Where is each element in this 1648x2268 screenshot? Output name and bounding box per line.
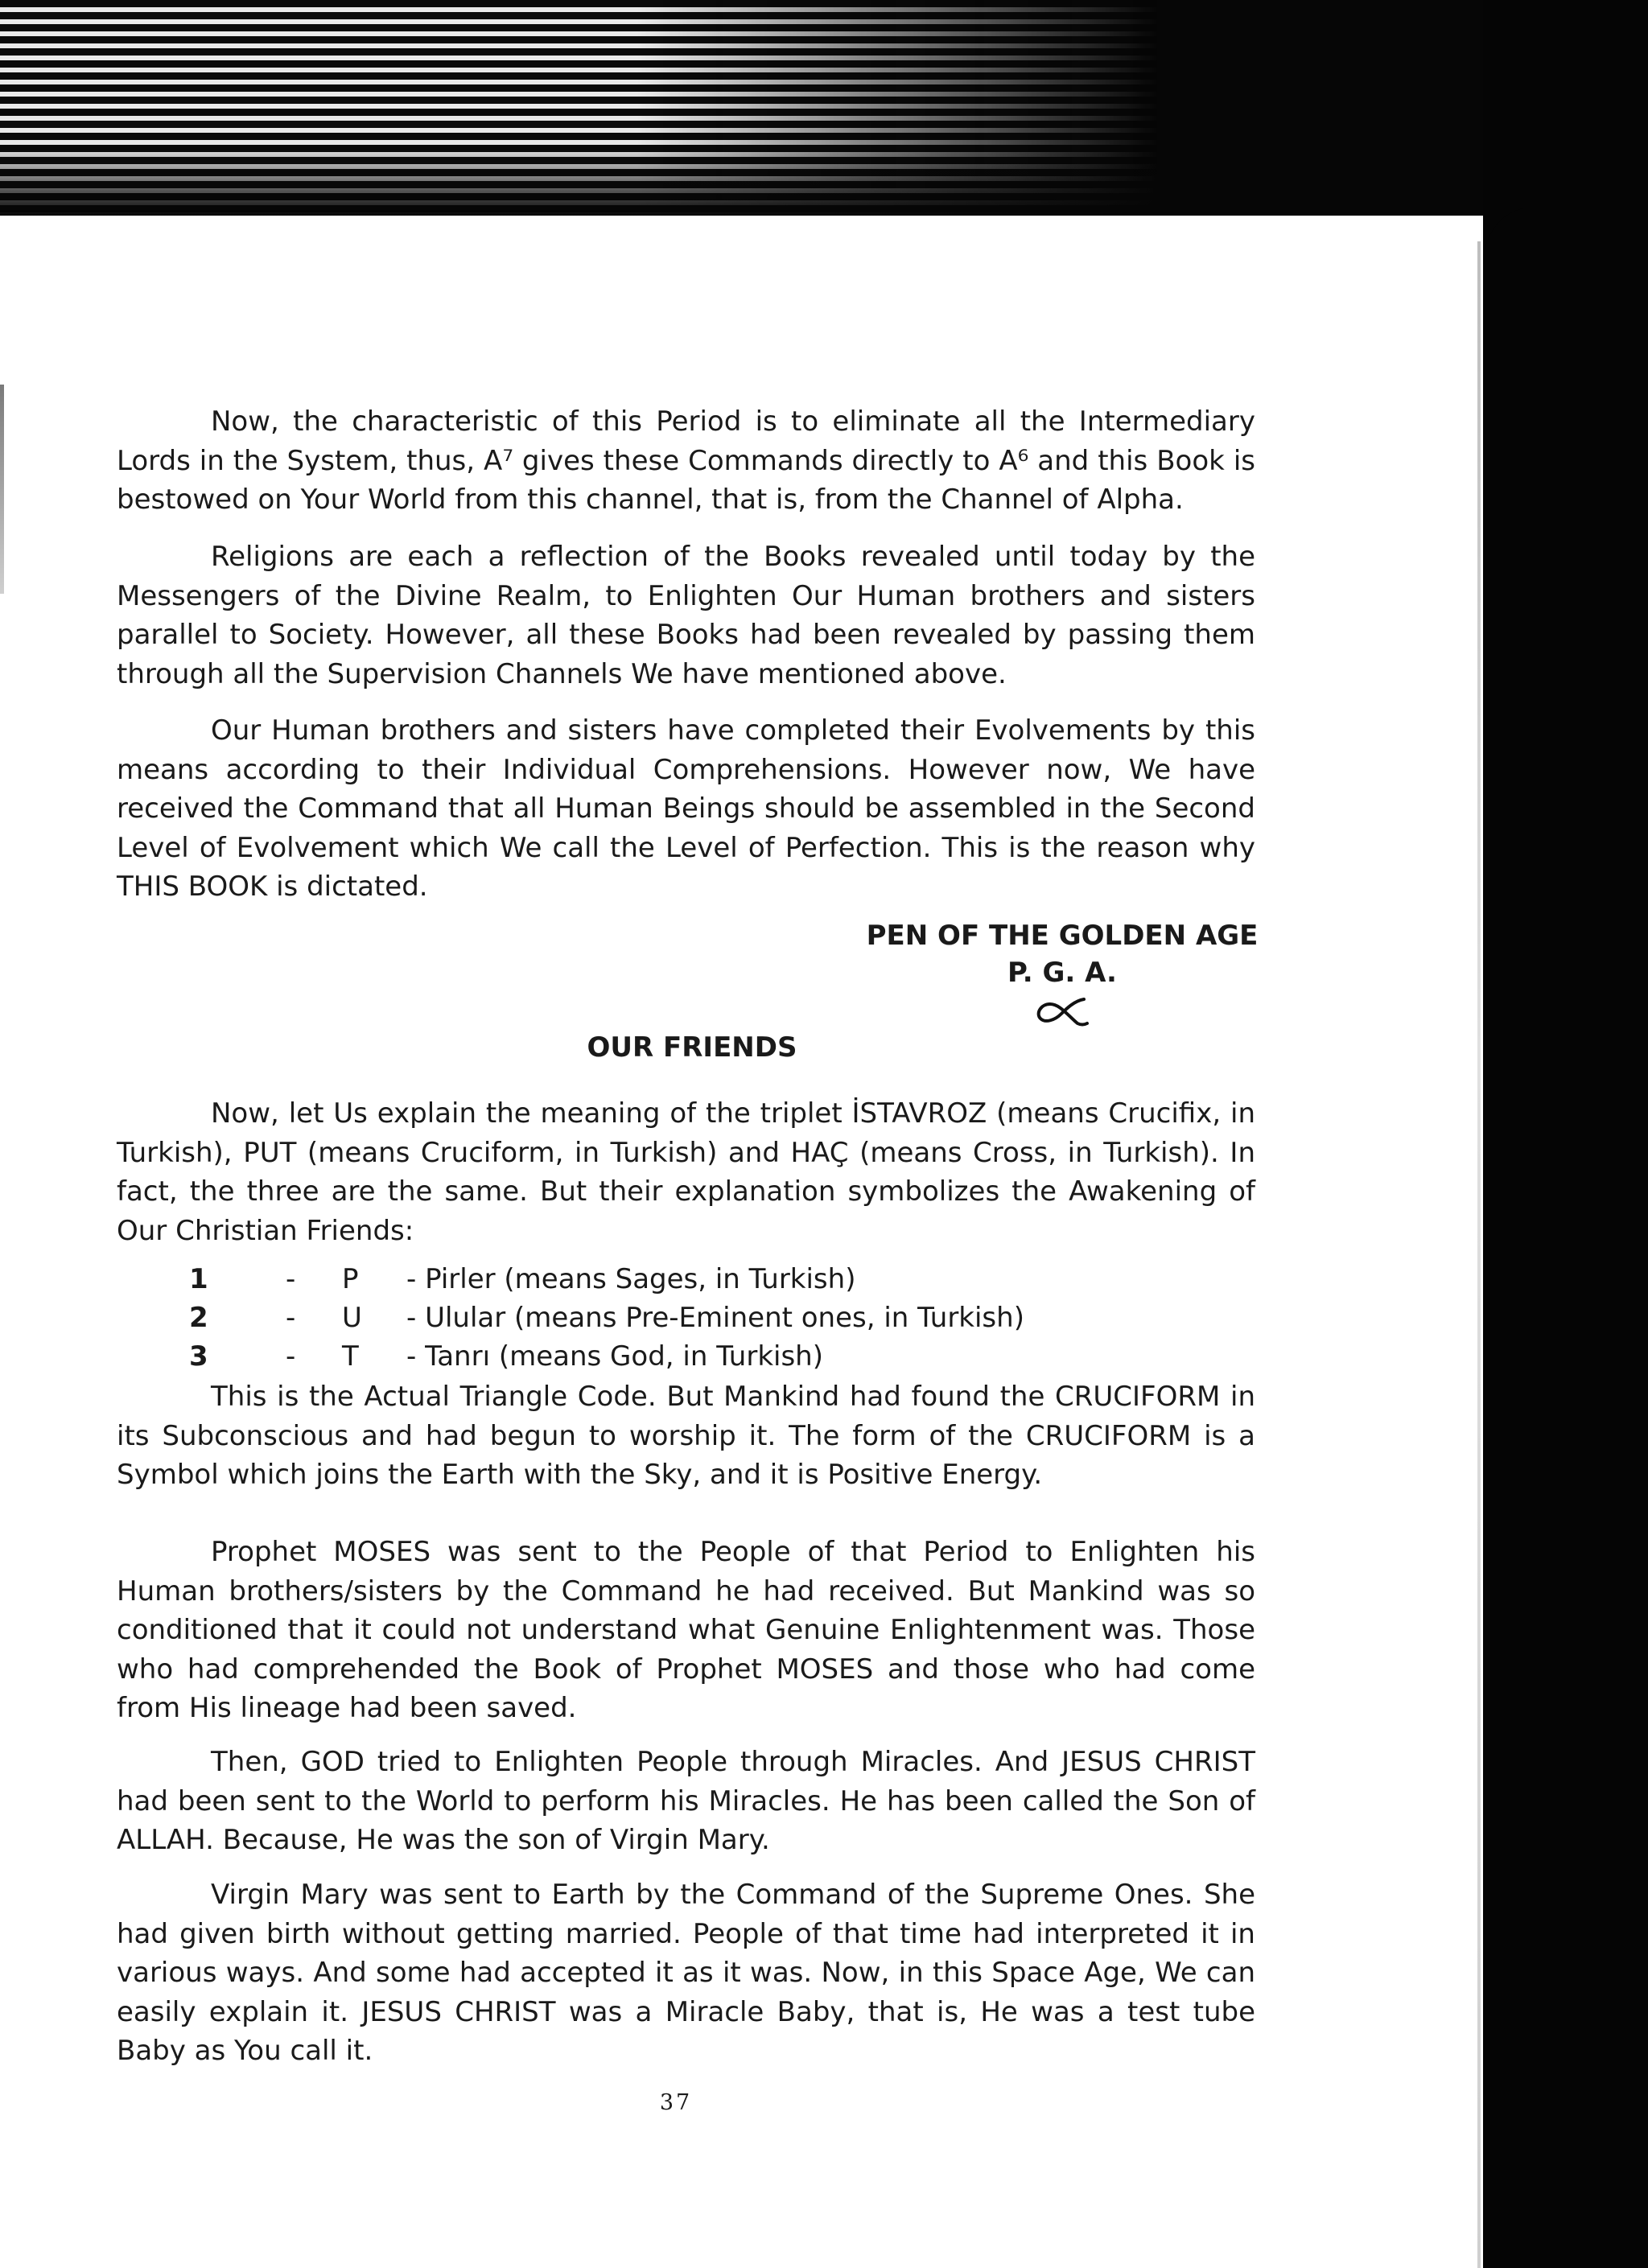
- alpha-symbol-icon: [837, 994, 1288, 1036]
- section-heading: OUR FRIENDS: [587, 1031, 797, 1064]
- signature-initials: P. G. A.: [1007, 957, 1117, 989]
- triangle-code-list: [189, 1260, 1024, 1376]
- paragraph: Now, let Us explain the meaning of the triplet İSTAVROZ (means Crucifix, in Turkish), PUT (means Cruciform, in Turkish) and HAÇ (means Cross, in Turkish). In fact, the three are the same. But their explanation symbolizes the Awakening of Our Christian Friends:: [117, 1097, 1255, 1247]
- scan-right-band: [1483, 0, 1648, 2268]
- scan-stripes-fade: [0, 145, 1648, 216]
- paragraph: Virgin Mary was sent to Earth by the Command of the Supreme Ones. She had given birth without getting married. People of that time had interpreted it in various ways. And some had accepted it as it was. Now, in this Space Age, We can easily explain it. JESUS CHRIST was a Miracle Baby, that is, He was a test tube Baby as You call it.: [117, 1879, 1255, 2067]
- paragraph: Prophet MOSES was sent to the People of that Period to Enlighten his Human brothers/sisters by the Command he had received. But Mankind was so conditioned that it could not understand what Genuine Enlightenment was. Those who had comprehended the Book of Prophet MOSES and those who had come from His lineage had been saved.: [117, 1536, 1255, 1724]
- paragraph: Then, GOD tried to Enlighten People through Miracles. And JESUS CHRIST had been sent to the World to perform his Miracles. He has been called the Son of ALLAH. Because, He was the son of Virgin Mary.: [117, 1746, 1255, 1856]
- scan-top-band: [0, 0, 1648, 216]
- paragraph: Religions are each a reflection of the Books revealed until today by the Messengers of the Divine Realm, to Enlighten Our Human brothers and sisters parallel to Society. However, all these Books had been revealed by passing them through all the Supervision Channels We have mentioned above.: [117, 541, 1255, 690]
- list-item: 1 - P - Pirler (means Sages, in Turkish): [189, 1263, 856, 1295]
- paragraph: This is the Actual Triangle Code. But Mankind had found the CRUCIFORM in its Subconscious and had begun to worship it. The form of the CRUCIFORM is a Symbol which joins the Earth with the Sky, and it is Positive Energy.: [117, 1381, 1255, 1491]
- signature-title: PEN OF THE GOLDEN AGE: [866, 920, 1259, 952]
- paragraph: Our Human brothers and sisters have completed their Evolvements by this means according to their Individual Comprehensions. However now, We have received the Command that all Human Beings should be assembled in the Second Level of Evolvement which We call the Level of Perfection. This is the reason why THIS BOOK is dictated.: [117, 714, 1255, 903]
- list-item: 2 - U - Ulular (means Pre-Eminent ones, in Turkish): [189, 1302, 1024, 1334]
- page-number: 37: [659, 2090, 693, 2115]
- list-item: 3 - T - Tanrı (means God, in Turkish): [189, 1340, 823, 1373]
- scan-left-edge: [0, 385, 4, 594]
- signature-block: [837, 917, 1288, 1036]
- paragraph: Now, the characteristic of this Period is to eliminate all the Intermediary Lords in the System, thus, A⁷ gives these Commands directly to A⁶ and this Book is bestowed on Your World from this channel, that is, from the Channel of Alpha.: [117, 405, 1255, 516]
- page-edge-line: [1477, 241, 1481, 2268]
